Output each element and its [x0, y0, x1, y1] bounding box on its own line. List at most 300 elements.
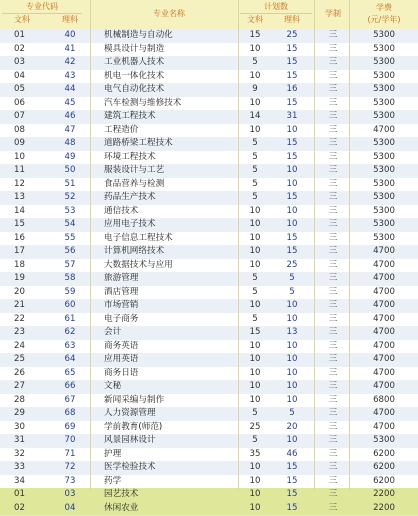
cell-plan-arts: 10	[249, 205, 261, 216]
cell-plan-sci: 10	[286, 367, 298, 378]
cell-plan-arts: 25	[249, 421, 261, 432]
table-row	[0, 434, 418, 448]
table-row	[0, 488, 418, 502]
cell-duration: 三	[328, 381, 338, 391]
cell-plan-sci: 10	[286, 381, 298, 391]
header-plan-sci: 理科	[284, 15, 300, 24]
column-divider	[314, 0, 315, 491]
cell-plan-sci: 10	[286, 205, 298, 216]
cell-sci-code: 56	[64, 246, 76, 256]
cell-plan-arts: 10	[249, 259, 261, 270]
table-row	[0, 178, 418, 192]
cell-plan-arts: 9	[252, 84, 258, 94]
cell-plan-arts: 5	[252, 138, 258, 148]
cell-fee: 6800	[373, 394, 395, 405]
cell-arts-code: 16	[14, 232, 25, 243]
cell-arts-code: 29	[14, 408, 25, 418]
cell-plan-arts: 10	[249, 124, 261, 135]
header-divider	[240, 13, 312, 14]
cell-duration: 三	[328, 259, 338, 270]
cell-major: 大数据技术与应用	[104, 259, 173, 270]
cell-sci-code: 44	[64, 84, 76, 94]
cell-duration: 三	[328, 435, 338, 445]
cell-plan-sci: 5	[289, 286, 295, 297]
cell-plan-arts: 5	[252, 165, 258, 175]
cell-sci-code: 59	[64, 286, 76, 297]
cell-plan-sci: 16	[286, 84, 298, 94]
table-row	[0, 218, 418, 232]
column-divider	[238, 0, 239, 491]
cell-plan-sci: 15	[286, 70, 298, 81]
cell-duration: 三	[328, 205, 338, 216]
cell-fee: 5300	[373, 178, 395, 189]
cell-duration: 三	[328, 165, 338, 175]
header-divider	[2, 13, 82, 14]
cell-plan-arts: 5	[252, 178, 258, 189]
cell-plan-sci: 15	[286, 489, 298, 499]
cell-plan-arts: 10	[249, 232, 261, 243]
cell-sci-code: 62	[64, 327, 76, 337]
cell-fee: 4700	[373, 124, 395, 135]
cell-duration: 三	[328, 367, 338, 378]
table-row	[0, 475, 418, 489]
cell-duration: 三	[328, 111, 338, 121]
cell-plan-arts: 5	[252, 435, 258, 445]
cell-major: 市场营销	[104, 300, 139, 310]
cell-major: 建筑工程技术	[104, 111, 156, 121]
cell-plan-arts: 10	[249, 354, 261, 364]
cell-major: 道路桥梁工程技术	[104, 138, 173, 148]
cell-plan-sci: 46	[286, 448, 298, 459]
cell-arts-code: 03	[14, 57, 25, 67]
table-row	[0, 232, 418, 246]
cell-sci-code: 47	[64, 124, 76, 135]
table-row	[0, 421, 418, 435]
table-row	[0, 394, 418, 408]
cell-fee: 5300	[373, 151, 395, 162]
cell-sci-code: 46	[64, 111, 76, 121]
cell-major: 工程造价	[104, 124, 139, 135]
cell-sci-code: 65	[64, 367, 76, 378]
cell-duration: 三	[328, 340, 338, 351]
table-row	[0, 340, 418, 354]
cell-fee: 5300	[373, 232, 395, 243]
cell-fee: 5300	[373, 84, 395, 94]
cell-fee: 4700	[373, 313, 395, 324]
cell-plan-sci: 10	[286, 435, 298, 445]
cell-fee: 4700	[373, 381, 395, 391]
cell-arts-code: 13	[14, 192, 25, 202]
cell-sci-code: 40	[64, 30, 76, 40]
cell-plan-arts: 5	[252, 192, 258, 202]
table-row	[0, 43, 418, 57]
cell-plan-sci: 10	[286, 300, 298, 310]
cell-plan-arts: 10	[249, 367, 261, 378]
cell-duration: 三	[328, 138, 338, 148]
cell-plan-arts: 10	[249, 475, 261, 486]
cell-sci-code: 64	[64, 354, 76, 364]
table-row	[0, 313, 418, 327]
cell-fee: 5300	[373, 138, 395, 148]
cell-sci-code: 57	[64, 259, 76, 270]
cell-fee: 2200	[373, 502, 395, 513]
cell-major: 计算机网络技术	[104, 246, 165, 256]
cell-major: 风景园林设计	[104, 435, 156, 445]
header-duration: 学制	[325, 9, 341, 18]
cell-plan-arts: 10	[249, 246, 261, 256]
cell-arts-code: 12	[14, 178, 25, 189]
cell-duration: 三	[328, 408, 338, 418]
cell-arts-code: 32	[14, 448, 25, 459]
cell-plan-arts: 35	[249, 448, 261, 459]
cell-arts-code: 15	[14, 219, 25, 229]
cell-sci-code: 71	[64, 448, 76, 459]
cell-plan-sci: 15	[286, 475, 298, 486]
cell-duration: 三	[328, 475, 338, 486]
cell-duration: 三	[328, 286, 338, 297]
cell-plan-sci: 10	[286, 219, 298, 229]
cell-arts-code: 22	[14, 313, 25, 324]
cell-sci-code: 41	[64, 43, 76, 54]
cell-duration: 三	[328, 462, 338, 472]
cell-plan-sci: 10	[286, 313, 298, 324]
header-code-sci: 理科	[62, 15, 78, 24]
cell-fee: 6200	[373, 475, 395, 486]
cell-major: 应用电子技术	[104, 219, 156, 229]
cell-sci-code: 54	[64, 219, 76, 229]
cell-major: 学前教育(师范)	[104, 421, 163, 432]
cell-major: 模具设计与制造	[104, 43, 165, 54]
cell-fee: 6200	[373, 448, 395, 459]
cell-plan-arts: 10	[249, 394, 261, 405]
cell-plan-arts: 10	[249, 489, 261, 499]
cell-arts-code: 02	[14, 502, 25, 513]
table-row	[0, 259, 418, 273]
table-row	[0, 56, 418, 70]
cell-major: 环境工程技术	[104, 151, 156, 162]
header-major: 专业名称	[153, 9, 185, 18]
table-row	[0, 272, 418, 286]
cell-arts-code: 17	[14, 246, 25, 256]
cell-duration: 三	[328, 219, 338, 229]
table-row	[0, 164, 418, 178]
table-row	[0, 448, 418, 462]
header-code-arts: 文科	[14, 15, 30, 24]
cell-plan-sci: 15	[286, 246, 298, 256]
cell-duration: 三	[328, 84, 338, 94]
cell-sci-code: 73	[64, 475, 76, 486]
cell-arts-code: 23	[14, 327, 25, 337]
cell-arts-code: 28	[14, 394, 25, 405]
table-row	[0, 286, 418, 300]
cell-duration: 三	[328, 421, 338, 432]
cell-plan-arts: 10	[249, 300, 261, 310]
cell-plan-arts: 10	[249, 340, 261, 351]
cell-fee: 4700	[373, 354, 395, 364]
table-row	[0, 461, 418, 475]
cell-fee: 4700	[373, 286, 395, 297]
cell-fee: 5300	[373, 57, 395, 67]
cell-sci-code: 70	[64, 435, 76, 445]
cell-arts-code: 02	[14, 43, 25, 54]
cell-arts-code: 14	[14, 205, 25, 216]
cell-fee: 4700	[373, 367, 395, 378]
table-row	[0, 353, 418, 367]
cell-arts-code: 05	[14, 84, 25, 94]
cell-sci-code: 63	[64, 340, 76, 351]
cell-fee: 5300	[373, 111, 395, 121]
cell-plan-sci: 10	[286, 394, 298, 405]
cell-plan-sci: 15	[286, 151, 298, 162]
cell-major: 工业机器人技术	[104, 57, 165, 67]
cell-major: 酒店管理	[104, 286, 139, 297]
cell-duration: 三	[328, 273, 338, 283]
cell-arts-code: 04	[14, 70, 25, 81]
cell-sci-code: 03	[64, 489, 76, 499]
cell-sci-code: 52	[64, 192, 76, 202]
cell-major: 电气自动化技术	[104, 84, 165, 94]
cell-arts-code: 18	[14, 259, 25, 270]
cell-sci-code: 66	[64, 381, 76, 391]
cell-plan-arts: 5	[252, 408, 258, 418]
cell-arts-code: 09	[14, 138, 25, 148]
cell-plan-arts: 5	[252, 313, 258, 324]
table-row	[0, 70, 418, 84]
table-row	[0, 83, 418, 97]
cell-fee: 5300	[373, 30, 395, 40]
cell-duration: 三	[328, 30, 338, 40]
cell-fee: 4700	[373, 327, 395, 337]
cell-duration: 三	[328, 354, 338, 364]
cell-arts-code: 25	[14, 354, 25, 364]
cell-sci-code: 48	[64, 138, 76, 148]
cell-major: 汽车检测与维修技术	[104, 97, 182, 108]
cell-plan-sci: 5	[289, 408, 295, 418]
cell-sci-code: 51	[64, 178, 76, 189]
cell-major: 药品生产技术	[104, 192, 156, 202]
cell-fee: 4700	[373, 421, 395, 432]
cell-major: 会计	[104, 327, 122, 337]
cell-fee: 5300	[373, 70, 395, 81]
table-row	[0, 29, 418, 43]
table-header	[0, 0, 418, 29]
cell-arts-code: 08	[14, 124, 25, 135]
cell-duration: 三	[328, 178, 338, 189]
header-code-group: 专业代码	[26, 2, 58, 11]
cell-arts-code: 27	[14, 381, 25, 391]
cell-duration: 三	[328, 448, 338, 459]
cell-major: 机电一体化技术	[104, 70, 165, 81]
cell-plan-arts: 5	[252, 286, 258, 297]
cell-arts-code: 34	[14, 475, 25, 486]
cell-fee: 5300	[373, 97, 395, 108]
cell-sci-code: 67	[64, 394, 76, 405]
cell-major: 机械制造与自动化	[104, 30, 173, 40]
cell-arts-code: 07	[14, 111, 25, 121]
cell-major: 休闲农业	[104, 502, 139, 513]
cell-arts-code: 10	[14, 151, 25, 162]
table-row	[0, 245, 418, 259]
cell-fee: 5300	[373, 192, 395, 202]
table-row	[0, 137, 418, 151]
cell-arts-code: 11	[14, 165, 25, 175]
cell-plan-sci: 15	[286, 462, 298, 472]
cell-fee: 6200	[373, 462, 395, 472]
cell-plan-sci: 15	[286, 43, 298, 54]
table-row	[0, 380, 418, 394]
cell-sci-code: 53	[64, 205, 76, 216]
table-row	[0, 407, 418, 421]
cell-sci-code: 43	[64, 70, 76, 81]
cell-duration: 三	[328, 394, 338, 405]
cell-sci-code: 55	[64, 232, 76, 243]
cell-major: 药学	[104, 475, 122, 486]
cell-plan-sci: 15	[286, 138, 298, 148]
table-row	[0, 124, 418, 138]
cell-fee: 5300	[373, 205, 395, 216]
cell-plan-sci: 15	[286, 232, 298, 243]
cell-arts-code: 20	[14, 286, 25, 297]
table-row	[0, 151, 418, 165]
cell-plan-arts: 14	[249, 111, 261, 121]
cell-arts-code: 24	[14, 340, 25, 351]
cell-plan-sci: 15	[286, 57, 298, 67]
table-row	[0, 97, 418, 111]
cell-major: 人力资源管理	[104, 408, 156, 418]
cell-plan-arts: 10	[249, 462, 261, 472]
cell-sci-code: 58	[64, 273, 76, 283]
cell-major: 旅游管理	[104, 273, 139, 283]
cell-fee: 4700	[373, 340, 395, 351]
cell-major: 护理	[104, 448, 122, 459]
cell-major: 文秘	[104, 381, 122, 391]
cell-plan-arts: 5	[252, 57, 258, 67]
cell-duration: 三	[328, 246, 338, 256]
cell-fee: 4700	[373, 273, 395, 283]
cell-fee: 5300	[373, 219, 395, 229]
cell-plan-sci: 25	[286, 259, 298, 270]
cell-sci-code: 72	[64, 462, 76, 472]
cell-plan-sci: 13	[286, 327, 298, 337]
cell-major: 商务英语	[104, 340, 139, 351]
cell-fee: 2200	[373, 489, 395, 499]
cell-plan-sci: 10	[286, 178, 298, 189]
table-row	[0, 502, 418, 516]
cell-plan-arts: 10	[249, 43, 261, 54]
cell-plan-sci: 31	[286, 111, 298, 121]
header-fee: 学费	[376, 3, 392, 12]
cell-plan-sci: 15	[286, 97, 298, 108]
cell-sci-code: 45	[64, 97, 76, 108]
cell-major: 电子信息工程技术	[104, 232, 173, 243]
cell-sci-code: 69	[64, 421, 76, 432]
cell-duration: 三	[328, 300, 338, 310]
cell-major: 应用英语	[104, 354, 139, 364]
cell-duration: 三	[328, 327, 338, 337]
cell-major: 食品营养与检测	[104, 178, 165, 189]
cell-sci-code: 04	[64, 502, 76, 513]
cell-fee: 4700	[373, 408, 395, 418]
header-plan-group: 计划数	[264, 2, 288, 11]
cell-plan-arts: 10	[249, 97, 261, 108]
cell-major: 园艺技术	[104, 489, 139, 499]
cell-major: 服装设计与工艺	[104, 165, 165, 175]
cell-plan-sci: 10	[286, 124, 298, 135]
cell-arts-code: 06	[14, 97, 25, 108]
cell-plan-sci: 10	[286, 165, 298, 175]
cell-duration: 三	[328, 124, 338, 135]
cell-major: 商务日语	[104, 367, 139, 378]
cell-plan-arts: 5	[252, 151, 258, 162]
cell-arts-code: 01	[14, 489, 25, 499]
cell-fee: 4700	[373, 300, 395, 310]
cell-duration: 三	[328, 313, 338, 324]
cell-major: 电子商务	[104, 313, 139, 324]
cell-duration: 三	[328, 70, 338, 81]
cell-sci-code: 50	[64, 165, 76, 175]
cell-duration: 三	[328, 97, 338, 108]
cell-plan-arts: 15	[249, 30, 261, 40]
cell-sci-code: 42	[64, 57, 76, 67]
cell-fee: 5300	[373, 435, 395, 445]
cell-plan-arts: 10	[249, 502, 261, 513]
header-fee-unit: (元/学年)	[367, 15, 401, 24]
cell-sci-code: 60	[64, 300, 76, 310]
cell-plan-sci: 15	[286, 502, 298, 513]
table-row	[0, 299, 418, 313]
cell-fee: 5300	[373, 165, 395, 175]
cell-plan-arts: 10	[249, 70, 261, 81]
cell-plan-sci: 15	[286, 192, 298, 202]
cell-arts-code: 31	[14, 435, 25, 445]
table-row	[0, 326, 418, 340]
cell-plan-arts: 15	[249, 327, 261, 337]
cell-fee: 5300	[373, 43, 395, 54]
cell-arts-code: 01	[14, 30, 25, 40]
cell-sci-code: 68	[64, 408, 76, 418]
cell-sci-code: 61	[64, 313, 76, 324]
cell-sci-code: 49	[64, 151, 76, 162]
cell-duration: 三	[328, 232, 338, 243]
cell-fee: 4700	[373, 259, 395, 270]
cell-duration: 三	[328, 192, 338, 202]
cell-major: 新闻采编与制作	[104, 394, 165, 405]
cell-arts-code: 33	[14, 462, 25, 472]
cell-plan-arts: 10	[249, 219, 261, 229]
table-row	[0, 367, 418, 381]
column-divider	[349, 0, 350, 491]
cell-major: 医学检验技术	[104, 462, 156, 472]
header-plan-arts: 文科	[247, 15, 263, 24]
cell-arts-code: 19	[14, 273, 25, 283]
table-row	[0, 110, 418, 124]
cell-duration: 三	[328, 43, 338, 54]
cell-plan-sci: 5	[289, 273, 295, 283]
cell-duration: 三	[328, 502, 338, 513]
cell-duration: 三	[328, 151, 338, 162]
table-row	[0, 191, 418, 205]
cell-plan-sci: 10	[286, 340, 298, 351]
cell-major: 通信技术	[104, 205, 139, 216]
table-row	[0, 205, 418, 219]
cell-plan-arts: 5	[252, 273, 258, 283]
cell-arts-code: 21	[14, 300, 25, 310]
cell-plan-sci: 10	[286, 354, 298, 364]
cell-fee: 4700	[373, 246, 395, 256]
cell-duration: 三	[328, 489, 338, 499]
cell-arts-code: 30	[14, 421, 25, 432]
column-divider	[90, 0, 91, 491]
